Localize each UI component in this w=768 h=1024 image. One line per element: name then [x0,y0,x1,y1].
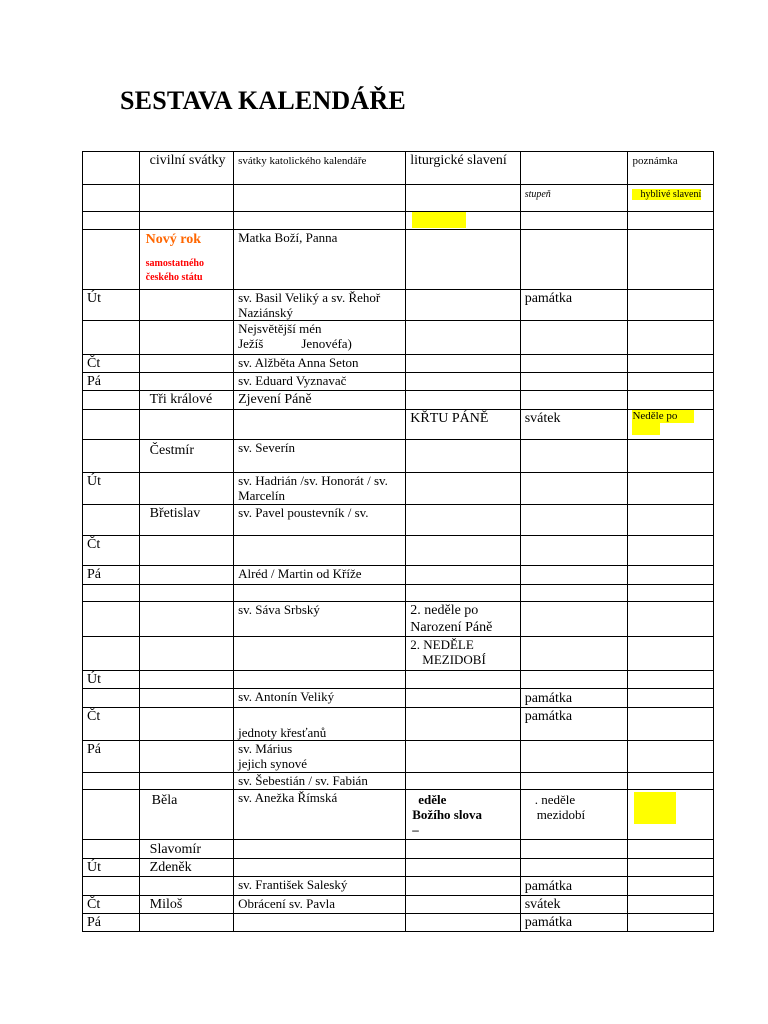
table-cell [520,505,628,536]
table-cell [520,373,628,391]
table-cell [628,689,714,708]
degree: svátek [524,897,561,912]
table-cell [234,708,406,741]
highlight-marker [412,212,466,228]
table-cell [520,473,628,505]
table-cell [628,585,714,602]
table-row [83,914,714,932]
table-cell [520,212,628,230]
table-cell [628,290,714,321]
table-cell [139,391,233,410]
catholic-feast: Matka Boží, Panna [238,230,338,245]
table-cell [520,859,628,877]
table-cell [406,355,520,373]
header-degree-label: stupeň [524,189,551,200]
table-cell [520,773,628,790]
table-cell [83,391,140,410]
table-cell [234,689,406,708]
table-cell [139,840,233,859]
table-cell [139,536,233,566]
table-cell [520,914,628,932]
table-row-header [83,152,714,185]
table-row [83,840,714,859]
table-cell [83,585,140,602]
table-cell [234,585,406,602]
table-cell [406,689,520,708]
catholic-feast: jednoty křesťanů [238,725,327,740]
table-cell [406,440,520,473]
table-cell [234,896,406,914]
table-cell [83,602,140,637]
table-cell [406,536,520,566]
table-cell [406,230,520,290]
table-cell [139,410,233,440]
table-cell [83,773,140,790]
degree: památka [524,879,573,894]
table-cell [83,840,140,859]
table-cell [139,230,233,290]
header-liturgical-label: liturgické slavení [410,153,507,168]
catholic-feast: sv. Sáva Srbský [238,602,320,617]
table-cell [520,840,628,859]
table-cell [406,708,520,741]
table-cell [234,602,406,637]
table-cell [139,602,233,637]
table-cell [520,321,628,355]
table-cell [406,637,520,671]
table-row [83,689,714,708]
table-cell [520,877,628,896]
table-cell [234,355,406,373]
header-civil-label: civilní svátky [149,153,226,168]
catholic-feast: sv. Márius [238,741,293,756]
table-cell [234,671,406,689]
degree: památka [524,709,573,724]
table-cell [406,373,520,391]
table-cell [139,741,233,773]
name-day: Zdeněk [149,860,192,875]
table-row [83,410,714,440]
table-cell [139,637,233,671]
catholic-feast: sv. Basil Veliký a sv. Řehoř Naziánský [238,290,381,320]
table-cell [139,566,233,585]
table-cell [628,321,714,355]
table-cell [139,473,233,505]
table-cell [628,896,714,914]
table-cell [520,708,628,741]
table-cell [520,440,628,473]
table-row [83,637,714,671]
table-cell [234,877,406,896]
table-cell [406,914,520,932]
table-cell [520,410,628,440]
catholic-feast: Obrácení sv. Pavla [238,896,336,911]
table-cell [628,410,714,440]
table-cell [83,914,140,932]
weekday: Út [87,860,101,875]
table-cell [628,859,714,877]
table-cell [234,536,406,566]
table-cell [234,914,406,932]
table-cell [406,671,520,689]
table-cell [234,505,406,536]
weekday: Pá [87,915,101,930]
table-row [83,790,714,840]
catholic-feast: sv. Alžběta Anna Seton [238,355,359,370]
table-cell [139,859,233,877]
table-cell [628,708,714,741]
table-cell [83,410,140,440]
table-cell [628,212,714,230]
cell [520,152,628,185]
table-cell [234,566,406,585]
table-cell [406,602,520,637]
header-note [628,152,714,185]
table-cell [139,877,233,896]
table-cell [520,671,628,689]
table-cell [139,790,233,840]
header-catholic-label: svátky katolického kalendáře [238,155,367,167]
table-cell [139,185,233,212]
table-row [83,373,714,391]
table-cell [83,708,140,741]
catholic-feast: Zjevení Páně [238,392,312,407]
table-cell [628,790,714,840]
table-cell [83,790,140,840]
table-row [83,877,714,896]
table-cell [628,671,714,689]
catholic-feast-part: jejich synové [238,756,308,771]
table-cell [628,773,714,790]
table-cell [520,536,628,566]
degree: památka [524,291,573,306]
table-cell [628,505,714,536]
table-cell [83,859,140,877]
table-cell [628,877,714,896]
table-cell [234,790,406,840]
table-row [83,290,714,321]
table-cell [139,773,233,790]
table-cell [234,859,406,877]
table-cell [628,637,714,671]
degree: památka [524,915,573,930]
degree: . neděle [534,792,576,807]
table-cell [83,566,140,585]
table-cell [520,230,628,290]
table-cell [234,212,406,230]
table-cell [520,741,628,773]
table-cell [83,637,140,671]
table-cell [83,473,140,505]
table-cell [139,914,233,932]
table-cell [139,321,233,355]
degree: svátek [524,411,561,426]
table-row [83,585,714,602]
weekday: Čt [87,709,101,724]
weekday: Pá [87,742,101,757]
table-row [83,321,714,355]
catholic-feast: sv. Pavel poustevník / sv. [238,505,369,520]
table-row [83,741,714,773]
table-cell [406,391,520,410]
calendar-table [82,151,714,932]
header-note-label: poznámka [632,155,678,167]
table-row [83,566,714,585]
table-cell [628,741,714,773]
catholic-feast: sv. Hadrián /sv. Honorát / sv. Marcelín [238,473,388,503]
name-day: Tři králové [149,392,213,407]
table-cell [234,230,406,290]
table-cell [628,230,714,290]
table-cell [139,505,233,536]
table-cell [406,321,520,355]
table-cell [139,585,233,602]
table-cell [628,536,714,566]
table-cell [520,290,628,321]
table-row [83,896,714,914]
liturgical-celebration: 2. NEDĚLE [410,637,474,652]
table-cell [628,840,714,859]
header-civil [139,152,233,185]
table-cell [406,410,520,440]
highlight-marker [634,792,676,824]
table-cell [83,671,140,689]
table-row [83,391,714,410]
table-cell [628,473,714,505]
liturgical-celebration-part: Božího slova [412,807,482,822]
table-cell [406,585,520,602]
table-row [83,473,714,505]
table-cell [83,440,140,473]
table-cell [234,290,406,321]
table-cell [520,689,628,708]
table-cell [628,440,714,473]
table-cell [234,185,406,212]
table-cell [406,566,520,585]
table-cell [406,212,520,230]
table-row [83,536,714,566]
name-day: Čestmír [149,443,194,458]
table-cell [406,185,520,212]
table-cell [139,290,233,321]
header-liturgical [406,152,520,185]
table-cell [83,212,140,230]
weekday: Pá [87,567,101,582]
table-row [83,602,714,637]
table-cell [520,566,628,585]
catholic-feast: Nejsvětější mén [238,321,322,336]
cell [83,152,140,185]
table-cell [406,741,520,773]
table-cell [234,473,406,505]
table-cell [83,290,140,321]
weekday: Út [87,672,101,687]
header-movable [628,185,714,212]
table-cell [406,859,520,877]
note: Neděle po [632,410,694,423]
table-cell [234,440,406,473]
table-cell [628,566,714,585]
table-cell [406,840,520,859]
table-cell [234,321,406,355]
table-cell [234,391,406,410]
catholic-feast: sv. Antonín Veliký [238,689,335,704]
table-cell [628,373,714,391]
table-row [83,355,714,373]
catholic-feast-part: Jenovéfa) [301,336,352,351]
liturgical-celebration: KŘTU PÁNĚ [410,411,489,426]
table-cell [139,896,233,914]
table-row [83,671,714,689]
table-cell [139,689,233,708]
civil-holiday-new-year: Nový rok [145,232,202,247]
table-cell [520,790,628,840]
table-row [83,230,714,290]
table-cell [234,410,406,440]
table-cell [83,536,140,566]
civil-holiday-state: samostatného českého státu [145,258,204,283]
weekday: Čt [87,356,101,371]
table-cell [628,602,714,637]
name-day: Běla [151,793,178,808]
name-day: Břetislav [149,506,201,521]
table-cell [406,790,520,840]
table-cell [234,373,406,391]
table-cell [628,391,714,410]
table-cell [234,773,406,790]
table-cell [520,355,628,373]
table-cell [406,290,520,321]
catholic-feast: Alréd / Martin od Kříže [238,566,362,581]
table-cell [83,896,140,914]
catholic-feast: sv. František Saleský [238,877,348,892]
table-cell [520,391,628,410]
weekday: Út [87,291,101,306]
table-cell [139,708,233,741]
table-cell [139,355,233,373]
table-cell [406,473,520,505]
weekday: Pá [87,374,101,389]
name-day: Miloš [149,897,183,912]
catholic-feast: sv. Severín [238,440,296,455]
table-cell [520,585,628,602]
table-cell [139,373,233,391]
table-cell [628,355,714,373]
table-cell [234,741,406,773]
degree: památka [524,691,573,706]
table-row-subheader [83,185,714,212]
liturgical-celebration-part: – [412,822,419,837]
table-cell [83,355,140,373]
liturgical-celebration: eděle [418,792,447,807]
table-cell [83,185,140,212]
table-cell [83,741,140,773]
table-cell [139,440,233,473]
highlight-marker [632,423,660,435]
table-cell [139,212,233,230]
catholic-feast: sv. Anežka Římská [238,790,338,805]
table-cell [83,877,140,896]
table-row [83,859,714,877]
table-cell [406,773,520,790]
table-row [83,773,714,790]
table-cell [83,230,140,290]
header-catholic [234,152,406,185]
table-cell [406,896,520,914]
table-cell [83,505,140,536]
table-row [83,708,714,741]
table-row [83,505,714,536]
catholic-feast-part: Ježíš [238,336,264,351]
weekday: Čt [87,537,101,552]
table-cell [139,671,233,689]
table-cell [406,877,520,896]
liturgical-celebration: 2. neděle po Narození Páně [410,603,493,635]
catholic-feast: sv. Eduard Vyznavač [238,373,347,388]
page-title: SESTAVA KALENDÁŘE [120,86,406,115]
weekday: Čt [87,897,101,912]
table-row [83,212,714,230]
table-row [83,440,714,473]
degree-part: mezidobí [536,807,586,822]
table-cell [83,373,140,391]
catholic-feast: sv. Šebestián / sv. Fabián [238,773,368,788]
header-movable-label: hyblivé slavení [632,189,701,200]
table-cell [520,602,628,637]
liturgical-celebration-part: MEZIDOBÍ [422,652,486,667]
table-cell [234,840,406,859]
table-cell [628,914,714,932]
table-cell [520,896,628,914]
name-day: Slavomír [149,842,201,857]
table-cell [83,689,140,708]
table-cell [406,505,520,536]
header-degree [520,185,628,212]
table-cell [234,637,406,671]
table-cell [520,637,628,671]
weekday: Út [87,474,101,489]
table-cell [83,321,140,355]
